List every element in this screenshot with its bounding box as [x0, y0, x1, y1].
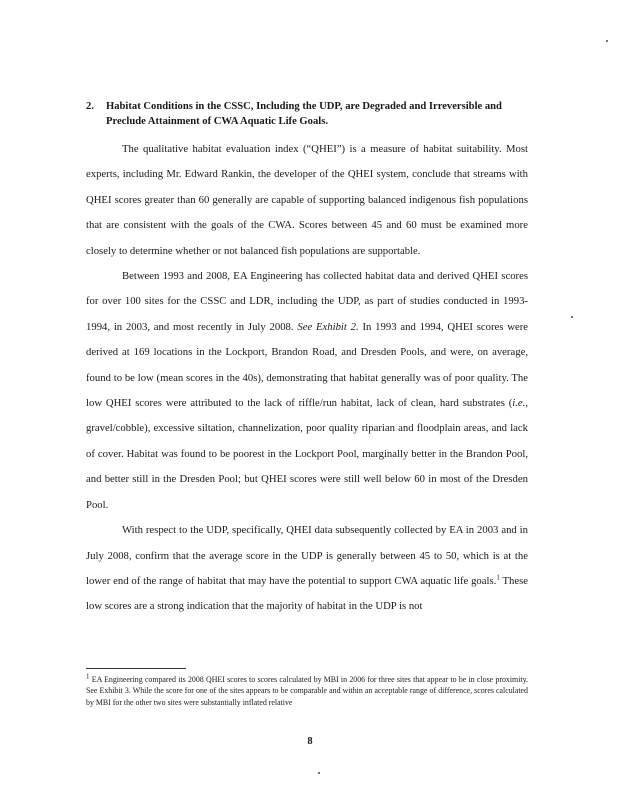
paragraph-udp-end: These low scores are a strong indication that the majority of habitat in the UDP is not — [86, 574, 528, 613]
scan-speck — [571, 316, 573, 318]
section-number: 2. — [86, 101, 94, 112]
footnote-reference[interactable]: 1 — [496, 573, 500, 582]
page-number: 8 — [307, 736, 313, 747]
paragraph-qhei-intro: The qualitative habitat evaluation index (“QHEI”) is a measure of habitat suitability. Most experts, including Mr. Edward Rankin, the developer of the QHEI system, conclude that streams with QHEI scores greater than 60 generally are capable of supporting balanced indigenous fish populations that are consistent with the goals of the CWA. Scores between 45 and 60 must be examined more closely to determine whether or not balanced fish populations are supportable. — [86, 143, 528, 257]
paragraph-ea-data-middle: In 1993 and 1994, QHEI scores were derived at 169 locations in the Lockport, Brandon Road, and Dresden Pools, and were, on average, found to be low (mean scores in the 40s), demonstrating that habitat generally was of poor quality. The low QHEI scores were attributed to the lack of riffle/run habitat, lack of clean, hard substrates ( — [86, 320, 529, 410]
exhibit-reference: See Exhibit 2. — [297, 320, 359, 333]
section-title: Habitat Conditions in the CSSC, Including the UDP, are Degraded and Irreversible and Preclude Attainment of CWA Aquatic Life Goals. — [106, 101, 502, 127]
paragraph-udp-start: With respect to the UDP, specifically, QHEI data subsequently collected by EA in 2003 and in July 2008, confirm that the average score in the UDP is generally between 45 to 50, which is at the lower end of the range of habitat that may have the potential to support CWA aquatic life goals. — [86, 524, 528, 587]
body-text — [86, 137, 528, 620]
paragraph-ea-data-start: Between 1993 and 2008, EA Engineering has collected habitat data and derived QHEI scores for over 100 sites for the CSSC and LDR, including the UDP, as part of studies conducted in 1993-1994, in 2003, and most recently in July 2008. — [86, 270, 528, 333]
footnote — [86, 674, 528, 708]
paragraph-udp — [86, 518, 528, 620]
paragraph-ea-data-end: , gravel/cobble), excessive siltation, channelization, poor quality riparian and floodplain areas, and lack of cover. Habitat was found to be poorest in the Lockport Pool, marginally better in the Brandon Pool, and better still in the Dresden Pool; but QHEI scores were still well below 60 in most of the Dresden Pool. — [86, 397, 528, 511]
scan-speck — [606, 40, 608, 42]
footnote-divider — [86, 668, 186, 669]
paragraph-ea-data — [86, 264, 528, 518]
scan-speck — [318, 772, 320, 774]
footnote-marker: 1 — [86, 672, 90, 681]
ie-abbreviation: i.e. — [512, 397, 526, 410]
footnote-text: EA Engineering compared its 2008 QHEI scores to scores calculated by MBI in 2006 for three sites that appear to be in close proximity. See Exhibit 3. While the score for one of the sites appears to be comparable and within an acceptable range of difference, scores calculated by MBI for the other two sites were substantially inflated relative — [86, 675, 528, 707]
